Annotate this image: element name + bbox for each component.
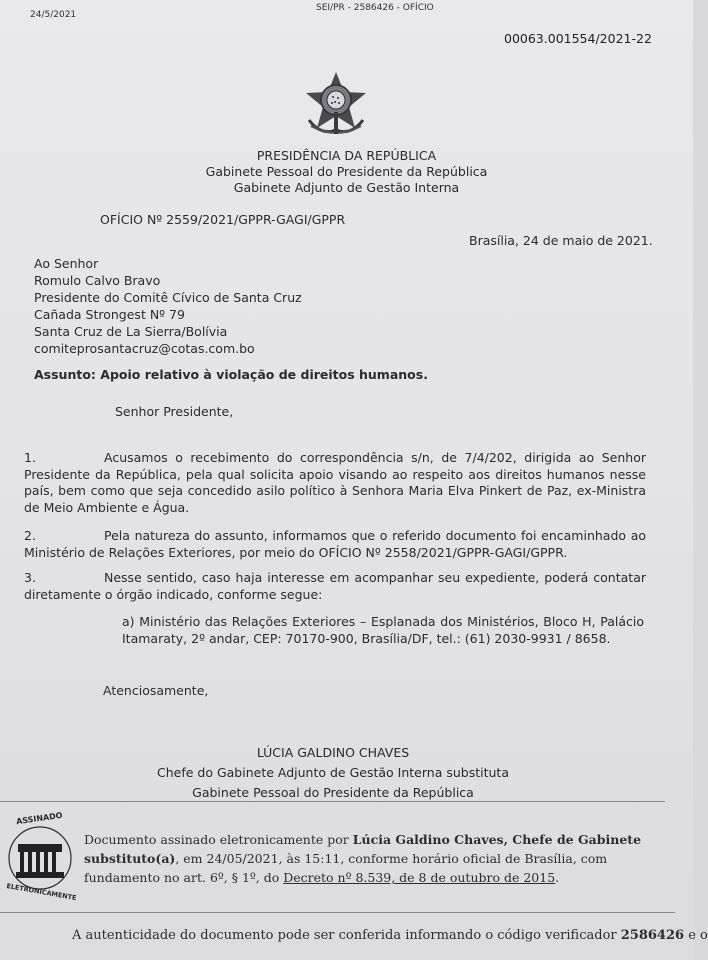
authenticity-note (72, 928, 708, 943)
paragraph-1 (24, 450, 646, 516)
paragraph-2 (24, 528, 646, 561)
salutation: Senhor Presidente, (115, 404, 234, 419)
paragraph-number: 1. (24, 450, 36, 465)
signer-name: LÚCIA GALDINO CHAVES (256, 745, 410, 760)
paragraph-text: Pela natureza do assunto, informamos que o referido documento foi encaminhado ao Ministério de Relações Exteriores, por meio do OFÍCIO Nº 2558/2021/GPPR-GAGI/GPPR. (24, 528, 646, 560)
paragraph-number: 3. (24, 570, 36, 585)
header-sub-office: Gabinete Adjunto de Gestão Interna (233, 180, 460, 195)
office-reference: OFÍCIO Nº 2559/2021/GPPR-GAGI/GPPR (100, 212, 346, 227)
authenticity-text-end: e o (684, 928, 708, 943)
signature-text-mid: , em 24/05/2021, às 15:11, conforme horário oficial de Brasília, com fundamento no art. 6º, § 1º, do (84, 851, 608, 885)
divider (0, 801, 665, 802)
recipient-block (34, 255, 302, 357)
paragraph-text: Nesse sentido, caso haja interesse em acompanhar seu expediente, poderá contatar diretamente o órgão indicado, conforme segue: (24, 570, 646, 602)
place-date: Brasília, 24 de maio de 2021. (469, 233, 653, 248)
paragraph-3 (24, 570, 646, 603)
stamp-top-text: ASSINADO (15, 810, 64, 827)
electronic-signature-text (84, 830, 662, 887)
signer-role: Chefe do Gabinete Adjunto de Gestão Interna substituta (157, 765, 509, 780)
paragraph-text: Acusamos o recebimento do correspondência s/n, de 7/4/202, dirigida ao Senhor Presidente da República, pela qual solicita apoio visando ao respeito aos direitos humanos nesse país, bem como que seja concedido asilo político à Senhora Maria Elva Pinkert de Paz, ex-Ministra de Meio Ambiente e Água. (24, 450, 646, 515)
header-presidency: PRESIDÊNCIA DA REPÚBLICA (256, 148, 437, 163)
coat-of-arms-icon (303, 70, 369, 140)
recipient-line: Cañada Strongest Nº 79 (34, 307, 185, 322)
divider (0, 912, 675, 913)
recipient-email: comiteprosantacruz@cotas.com.bo (34, 341, 255, 356)
recipient-line: Romulo Calvo Bravo (34, 273, 161, 288)
header-office: Gabinete Pessoal do Presidente da República (205, 164, 488, 179)
print-date: 24/5/2021 (30, 10, 77, 20)
electronic-signature-stamp (4, 806, 76, 906)
signature-text-end: . (555, 870, 560, 885)
authenticity-text: A autenticidade do documento pode ser conferida informando o código verificador (72, 928, 621, 943)
stamp-bottom-text: ELETRONICAMENTE (5, 881, 78, 903)
decree-link[interactable]: Decreto nº 8.539, de 8 de outubro de 2015 (283, 870, 556, 885)
recipient-line: Santa Cruz de La Sierra/Bolívia (34, 324, 228, 339)
subject-line: Assunto: Apoio relativo à violação de direitos humanos. (34, 367, 428, 382)
contact-item-a: a) Ministério das Relações Exteriores – Esplanada dos Ministérios, Bloco H, Palácio Itamaraty, 2º andar, CEP: 70170-900, Brasília/DF, tel.: (61) 2030-9931 / 8658. (122, 614, 644, 646)
verification-code: 2586426 (620, 928, 685, 943)
recipient-line: Ao Senhor (34, 256, 99, 271)
closing: Atenciosamente, (103, 683, 209, 698)
signer-office: Gabinete Pessoal do Presidente da República (192, 785, 474, 800)
signature-signer: Lúcia Galdino Chaves, Chefe de Gabinete substituto(a) (84, 832, 642, 866)
signature-text-start: Documento assinado eletronicamente por (84, 832, 353, 847)
process-number: 00063.001554/2021-22 (504, 31, 652, 46)
recipient-line: Presidente do Comitê Cívico de Santa Cruz (34, 290, 302, 305)
paragraph-number: 2. (24, 528, 36, 543)
print-title: SEI/PR - 2586426 - OFÍCIO (316, 3, 434, 13)
